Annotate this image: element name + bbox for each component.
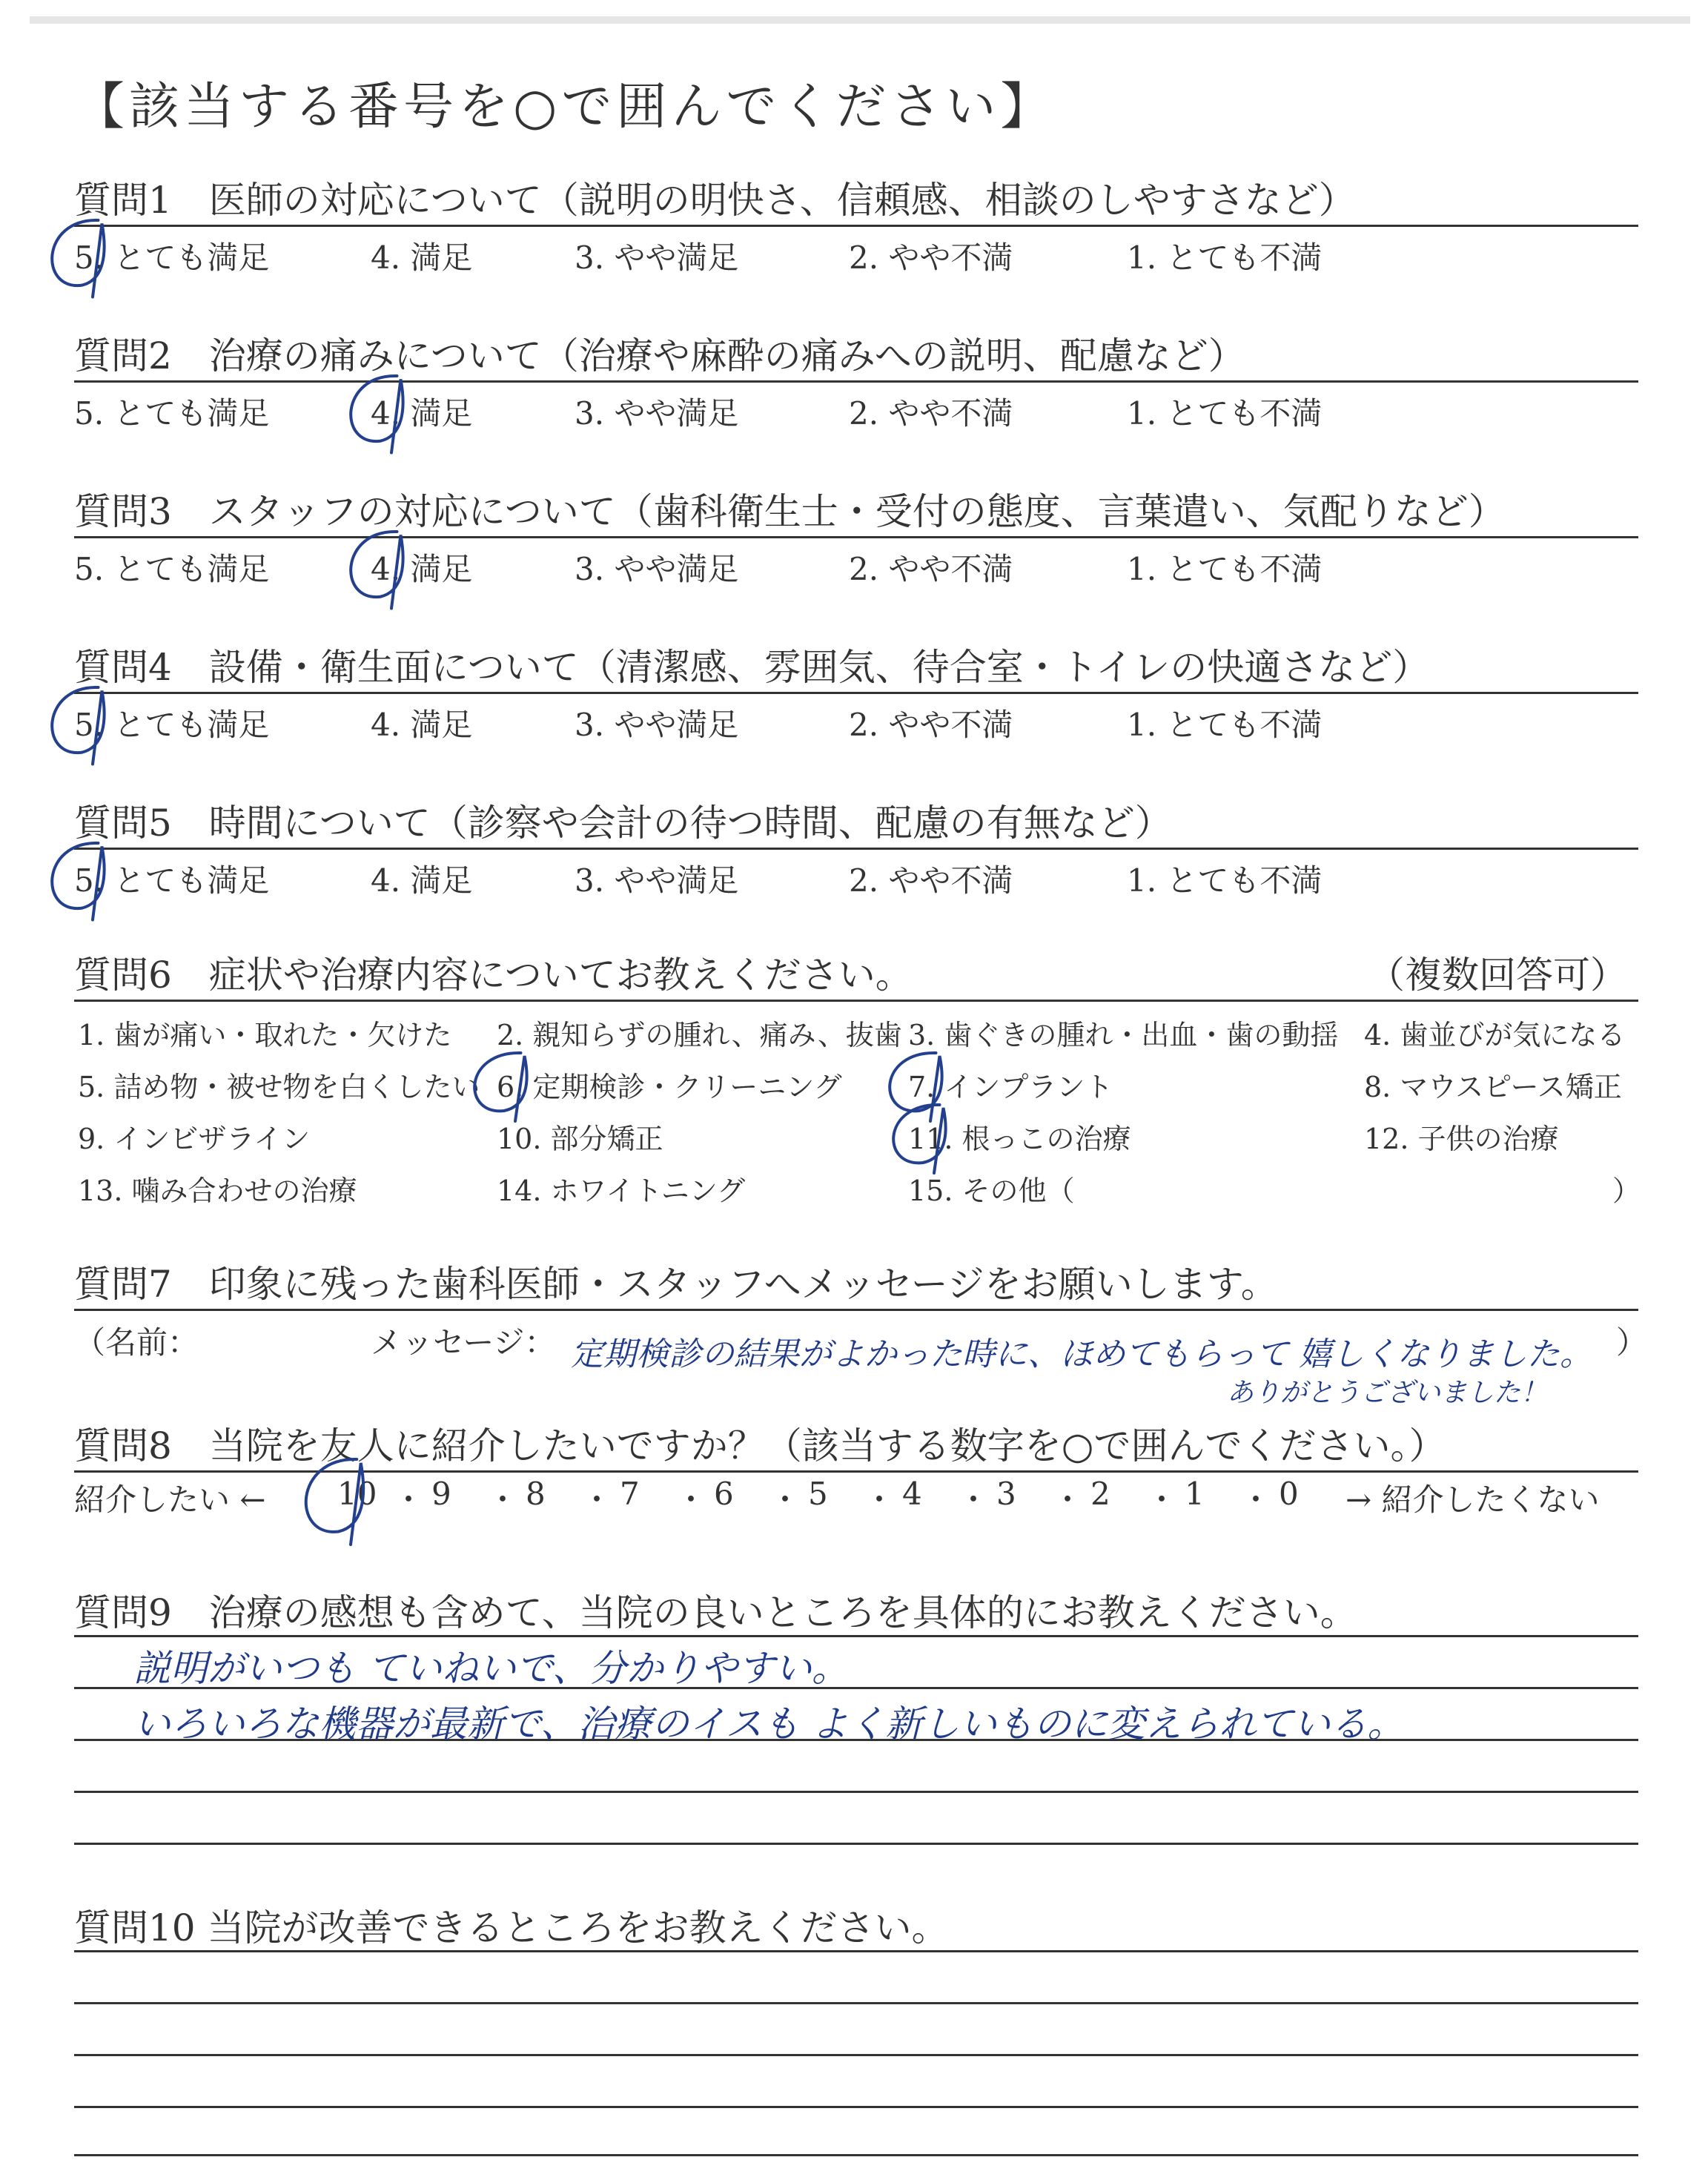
q8-scale-separator: ・: [1146, 1482, 1178, 1518]
q2-option-2[interactable]: 2. やや不満: [849, 395, 1013, 432]
q1-option-5[interactable]: 5. とても満足: [74, 240, 270, 276]
q4-option-2[interactable]: 2. やや不満: [849, 707, 1013, 743]
q7-close-paren: ）: [1616, 1324, 1648, 1361]
q2-option-1[interactable]: 1. とても不満: [1127, 395, 1323, 432]
q9-answer-text-1[interactable]: 説明がいつも ていねいで、分かりやすい。: [133, 1647, 849, 1690]
q8-scale-0[interactable]: 0: [1279, 1476, 1299, 1512]
q5-option-1[interactable]: 1. とても不満: [1127, 862, 1323, 899]
q8-scale-5[interactable]: 5: [808, 1476, 828, 1512]
q6-option-9[interactable]: 9. インビザライン: [78, 1123, 311, 1155]
q6-option-2[interactable]: 2. 親知らずの腫れ、痛み、抜歯: [497, 1019, 902, 1051]
q3-rule: [74, 536, 1638, 538]
q6-option-4[interactable]: 4. 歯並びが気になる: [1364, 1019, 1626, 1051]
q4-rule: [74, 692, 1638, 694]
q6-other-close-paren: ）: [1612, 1175, 1641, 1207]
q8-scale-separator: ・: [958, 1482, 990, 1518]
q9-heading: 質問9 治療の感想も含めて、当院の良いところを具体的にお教えください。: [74, 1591, 1357, 1634]
q8-scale-2[interactable]: 2: [1090, 1476, 1110, 1512]
q8-scale-10[interactable]: 10: [337, 1476, 377, 1512]
q2-heading: 質問2 治療の痛みについて（治療や麻酔の痛みへの説明、配慮など）: [74, 334, 1245, 377]
q8-left-label: 紹介したい ←: [74, 1482, 266, 1518]
q8-scale-separator: ・: [864, 1482, 896, 1518]
q10-line-4: [74, 2106, 1638, 2108]
q2-option-4[interactable]: 4. 満足: [371, 395, 473, 432]
q6-option-10[interactable]: 10. 部分矯正: [497, 1123, 663, 1155]
q8-heading: 質問8 当院を友人に紹介したいですか？（該当する数字を○で囲んでください。）: [74, 1424, 1446, 1467]
q9-line-1: [74, 1635, 1638, 1637]
q4-heading: 質問4 設備・衛生面について（清潔感、雰囲気、待合室・トイレの快適さなど）: [74, 646, 1430, 689]
q8-scale-separator: ・: [393, 1482, 425, 1518]
q6-rule: [74, 1000, 1638, 1002]
q6-option-11[interactable]: 11. 根っこの治療: [908, 1123, 1131, 1155]
q8-scale-3[interactable]: 3: [996, 1476, 1016, 1512]
q8-scale-9[interactable]: 9: [431, 1476, 451, 1512]
q7-message-label: メッセージ：: [371, 1324, 556, 1361]
q6-option-12[interactable]: 12. 子供の治療: [1364, 1123, 1559, 1155]
q8-scale-separator: ・: [1052, 1482, 1084, 1518]
q4-option-3[interactable]: 3. やや満足: [575, 707, 739, 743]
q8-scale-8[interactable]: 8: [526, 1476, 546, 1512]
q6-option-1[interactable]: 1. 歯が痛い・取れた・欠けた: [78, 1019, 452, 1051]
q9-line-5: [74, 1843, 1638, 1845]
q8-scale-6[interactable]: 6: [714, 1476, 734, 1512]
q1-option-4[interactable]: 4. 満足: [371, 240, 473, 276]
q6-option-14[interactable]: 14. ホワイトニング: [497, 1175, 746, 1207]
q5-rule: [74, 848, 1638, 850]
page-title: 【該当する番号を○で囲んでください】: [74, 78, 1056, 136]
q8-scale-4[interactable]: 4: [902, 1476, 922, 1512]
q8-scale-separator: ・: [487, 1482, 519, 1518]
q4-option-1[interactable]: 1. とても不満: [1127, 707, 1323, 743]
q4-option-5[interactable]: 5. とても満足: [74, 707, 270, 743]
q6-option-8[interactable]: 8. マウスピース矯正: [1364, 1071, 1622, 1103]
q6-option-3[interactable]: 3. 歯ぐきの腫れ・出血・歯の動揺: [908, 1019, 1339, 1051]
q6-heading: 質問6 症状や治療内容についてお教えください。: [74, 954, 913, 997]
q10-line-1: [74, 1950, 1638, 1952]
q5-option-4[interactable]: 4. 満足: [371, 862, 473, 899]
q8-scale-separator: ・: [675, 1482, 707, 1518]
q2-rule: [74, 380, 1638, 383]
q6-option-13[interactable]: 13. 噛み合わせの治療: [78, 1175, 357, 1207]
q1-option-3[interactable]: 3. やや満足: [575, 240, 739, 276]
q10-line-3: [74, 2054, 1638, 2056]
q1-heading: 質問1 医師の対応について（説明の明快さ、信頼感、相談のしやすさなど）: [74, 179, 1356, 222]
q1-option-1[interactable]: 1. とても不満: [1127, 240, 1323, 276]
q7-message-text-2[interactable]: ありがとうございました！: [1227, 1378, 1548, 1408]
q3-option-5[interactable]: 5. とても満足: [74, 551, 270, 587]
q5-option-2[interactable]: 2. やや不満: [849, 862, 1013, 899]
q6-multiple-note: （複数回答可）: [1368, 954, 1627, 997]
q6-option-5[interactable]: 5. 詰め物・被せ物を白くしたい: [78, 1071, 480, 1103]
q7-name-label: （名前：: [74, 1324, 199, 1361]
q6-option-7[interactable]: 7. インプラント: [908, 1071, 1113, 1103]
q1-rule: [74, 225, 1638, 227]
q2-option-5[interactable]: 5. とても満足: [74, 395, 270, 432]
q6-option-6[interactable]: 6. 定期検診・クリーニング: [497, 1071, 842, 1103]
scan-edge: [30, 16, 1690, 24]
q3-option-4[interactable]: 4. 満足: [371, 551, 473, 587]
q9-line-4: [74, 1791, 1638, 1793]
q8-scale-1[interactable]: 1: [1185, 1476, 1205, 1512]
q4-option-4[interactable]: 4. 満足: [371, 707, 473, 743]
q8-scale-separator: ・: [1240, 1482, 1272, 1518]
q7-heading: 質問7 印象に残った歯科医師・スタッフへメッセージをお願いします。: [74, 1263, 1278, 1306]
q5-heading: 質問5 時間について（診察や会計の待つ時間、配慮の有無など）: [74, 802, 1172, 845]
q10-line-5: [74, 2154, 1638, 2156]
q8-scale-separator: ・: [769, 1482, 801, 1518]
q2-option-3[interactable]: 3. やや満足: [575, 395, 739, 432]
q3-option-2[interactable]: 2. やや不満: [849, 551, 1013, 587]
q10-heading: 質問10 当院が改善できるところをお教えください。: [74, 1906, 949, 1949]
q5-option-5[interactable]: 5. とても満足: [74, 862, 270, 899]
q7-message-text-1[interactable]: 定期検診の結果がよかった時に、ほめてもらって 嬉しくなりました。: [571, 1335, 1592, 1373]
q10-line-2: [74, 2002, 1638, 2004]
q5-option-3[interactable]: 3. やや満足: [575, 862, 739, 899]
q8-rule: [74, 1470, 1638, 1473]
q6-option-15[interactable]: 15. その他（: [908, 1175, 1075, 1207]
q7-rule: [74, 1309, 1638, 1311]
q3-option-1[interactable]: 1. とても不満: [1127, 551, 1323, 587]
q8-scale-separator: ・: [581, 1482, 613, 1518]
q9-answer-text-2[interactable]: いろいろな機器が最新で、治療のイスも よく新しいものに変えられている。: [133, 1702, 1405, 1745]
q3-heading: 質問3 スタッフの対応について（歯科衛生士・受付の態度、言葉遣い、気配りなど）: [74, 490, 1506, 533]
q8-scale-7[interactable]: 7: [620, 1476, 640, 1512]
q1-option-2[interactable]: 2. やや不満: [849, 240, 1013, 276]
q3-option-3[interactable]: 3. やや満足: [575, 551, 739, 587]
q8-right-label: → 紹介したくない: [1345, 1482, 1600, 1518]
